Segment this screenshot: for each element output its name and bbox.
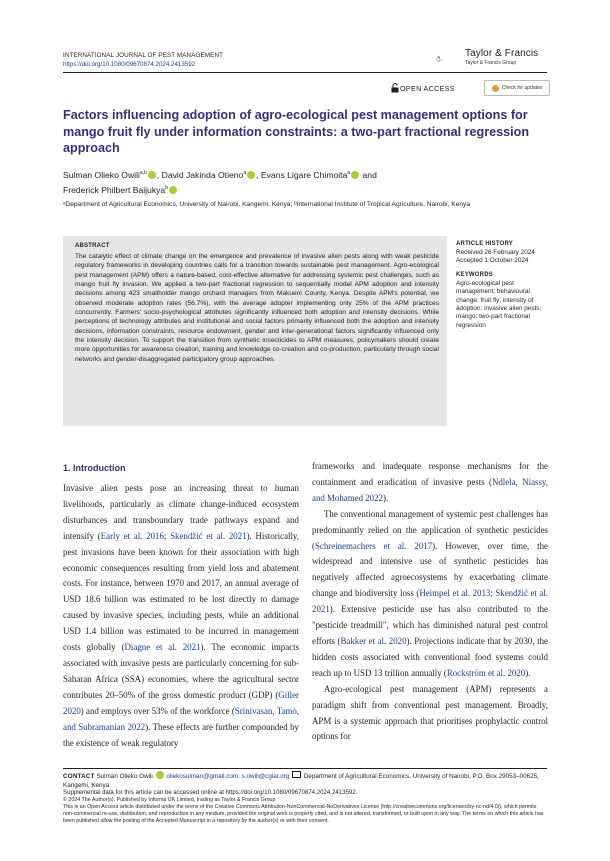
footer-rule — [63, 768, 547, 769]
open-lock-icon — [391, 83, 399, 93]
body-paragraph: frameworks and inadequate response mechanisms for the containment and eradication of invasive pests (Ndlela, Niassy, and Mohamed 2022). — [312, 461, 548, 503]
license-text: This is an Open Access article distributed under the terms of the Creative Commons Attribution-NonCommercial-NoDerivatives License (http://creativecommons.org/licenses/by-nc-nd/4.0/), which permits non-commercial re-use, distribution, and reproduction in any medium, provided the original work is properly cited, and is not altered, transformed, or built upon in any way. The terms on which this article has been published allow the posting of the Accepted Manuscript in a repository by the author(s) or with their consent. — [63, 804, 544, 824]
taylor-francis-logo-icon — [436, 46, 462, 72]
open-access-label: OPEN ACCESS — [400, 84, 455, 93]
author-separator: and — [360, 169, 377, 180]
article-title: Factors influencing adoption of agro-ecological pest management options for mango fruit fly under information constraints: a two-part fractional regression approach — [63, 108, 530, 155]
contact-address: Department of Agricultural Economics, University of Nairobi, P.O. Box 29053–00625, Kangemi, Kenya — [63, 773, 539, 789]
contact-label: CONTACT — [63, 773, 95, 780]
article-info-sidebar — [456, 241, 551, 330]
check-updates-label: Check for updates — [501, 85, 543, 91]
section-heading: 1. Introduction — [63, 463, 126, 473]
author-name[interactable]: Frederick Philbert Baijukya — [63, 184, 166, 195]
check-updates-button[interactable] — [484, 80, 550, 96]
keywords-heading: KEYWORDS — [456, 271, 493, 278]
body-paragraph: The conventional management of systemic pest challenges has predominantly relied on the application of synthetic pesticides (Schreinemachers et al. 2017). However, over time, the widespread and intensive use of synthetic pesticides has negatively affected agroecosystems by exacerbating climate change and biodiversity loss (Heimpel et al. 2013; Skendžić et al. 2021). Extensive pesticide use has also contributed to the "pesticide treadmill", which has diminished natural pest control efforts (Bakker et al. 2020). Projections indicate that by 2030, the hidden costs associated with conventional food systems could reach up to USD 13 trillion annually (Rockström et al. 2020). — [312, 508, 549, 678]
orcid-icon[interactable] — [351, 171, 359, 179]
journal-name: INTERNATIONAL JOURNAL OF PEST MANAGEMENT — [63, 52, 224, 59]
affiliation-marker: a,b — [139, 170, 147, 176]
accepted-date: Accepted 1 October 2024 — [456, 257, 529, 265]
contact-emails[interactable]: oliekosulman@gmail.com; s.owili@cgiar.org — [166, 773, 290, 780]
author-name[interactable]: Evans Ligare Chimoita — [260, 169, 348, 180]
received-date: Received 26 February 2024 — [456, 249, 535, 256]
orcid-icon[interactable] — [148, 171, 156, 179]
affiliation-marker: a — [347, 170, 351, 176]
crossmark-icon — [492, 85, 499, 92]
body-column-left — [63, 481, 299, 751]
affiliations: ᵃDepartment of Agricultural Economics, University of Nairobi, Kangemi, Kenya; ᵇInternational Institute of Tropical Agriculture, Nairobi, Kenya — [63, 201, 470, 208]
body-paragraph: Invasive alien pests pose an increasing threat to human livelihoods, particularly as climate change-induced ecosystem disturbances and transboundary trade pathways expand and intensify (Early et al. 2016; Skendžić et al. 2021). Historically, pest invasions have been known for their association with high economic consequences resulting from yield loss and abatement costs. For instance, between 1970 and 2017, an annual average of USD 18.6 billion was estimated to be lost directly to damage caused by invasive species, including pests, while an additional USD 1.4 billion was estimated to be incurred in management costs globally (Diagne et al. 2021). The economic impacts associated with invasive pests are particularly concerning for sub-Saharan Africa (SSA) economies, where the agricultural sector contributes 20–50% of the gross domestic product (GDP) (Giller 2020) and employs over 53% of the workforce (Srinivasan, Tamò, and Subramanian 2022). These effects are further compounded by the existence of weak regulatory — [63, 483, 300, 748]
orcid-icon[interactable] — [247, 171, 255, 179]
body-column-right — [312, 459, 548, 745]
contact-name: Sulman Olieko Owili — [96, 773, 153, 780]
author-name[interactable]: David Jakinda Otieno — [161, 169, 244, 180]
copyright-block — [63, 797, 547, 825]
abstract-text: The catalytic effect of climate change on the emergence and prevalence of invasive alien pests along with weak pesticide regulatory frameworks in developing countries calls for a transition towards sustainable pest management. Agro-ecological pest management (APM) offers a nature-based, cost-effective alternative for addressing systemic pest challenges, such as mango fruit fly invasion. We applied a two-part fractional regression to sequentially model APM adoption and intensity decisions among 423 smallholder mango orchard managers from Makueni County, Kenya. Despite APM's potential, we observed moderate adoption rates (56.7%), with the average adopter implementing only 25% of the APM practices concurrently. Farmers' socio-psychological attributes significantly influenced both adoption and intensity decisions. While perceptions of technology attributes and institutional and social factors primarily influenced both the adoption and intensity decisions, information constraints, resource endowment, gender and inter-generational factors significantly influenced only the intensity decision. To support the transition from synthetic insecticides to APM measures, policymakers should create more opportunities for awareness creation, training and knowledge co-creation and co-production, particularly through social networks and gender-disaggregated participatory group approaches. — [75, 253, 439, 363]
publisher-name: Taylor & Francis — [465, 48, 539, 59]
supplemental-note: Supplemental data for this article can be accessed online at https://doi.org/10.1080/09670874.2024.2413592. — [63, 789, 358, 796]
author-separator: , — [156, 169, 162, 180]
header-rule — [63, 72, 547, 73]
publisher-group: Taylor & Francis Group — [465, 60, 517, 66]
orcid-icon[interactable] — [169, 186, 177, 194]
orcid-icon[interactable] — [156, 771, 164, 779]
mail-icon — [292, 771, 301, 778]
body-paragraph: Agro-ecological pest management (APM) represents a paradigm shift from conventional pest management. Broadly, APM is a systemic approach that prioritises prophylactic control options for — [312, 683, 548, 742]
abstract-heading: ABSTRACT — [75, 243, 110, 249]
author-separator: , — [256, 169, 261, 180]
contact-info — [63, 771, 547, 791]
author-list — [63, 167, 533, 197]
history-heading: ARTICLE HISTORY — [456, 241, 514, 247]
keywords-list: Agro-ecological pest management; behavioural change; fruit fly; intensity of adoption; invasive alien pests; mango; two-part fractional regression — [456, 279, 542, 329]
affiliation-marker: b — [165, 184, 168, 191]
affiliation-marker: a — [243, 170, 247, 176]
copyright-line: © 2024 The Author(s). Published by Informa UK Limited, trading as Taylor & Francis Group — [63, 797, 276, 803]
author-name[interactable]: Sulman Olieko Owili — [63, 169, 140, 180]
doi-link[interactable]: https://doi.org/10.1080/09670874.2024.2413592 — [63, 61, 196, 68]
